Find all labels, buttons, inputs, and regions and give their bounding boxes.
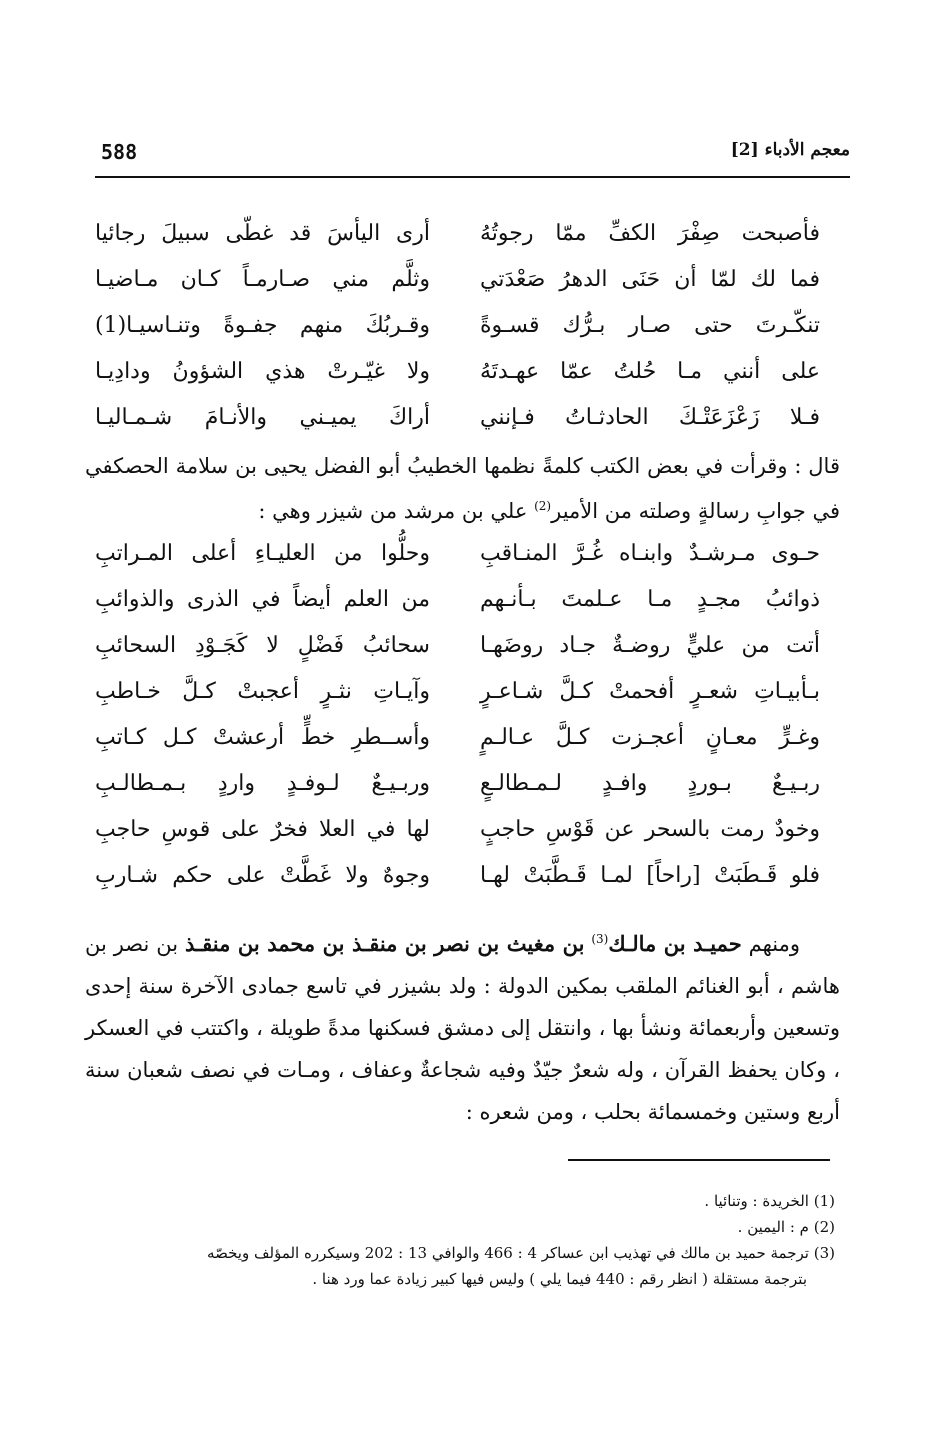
footnote-marker: (2)	[534, 499, 552, 513]
verse-second-hemistich: سحائبُ فَضْلٍ لا كَجَـوْدِ السحائبِ	[95, 632, 430, 658]
running-title: معجم الأدباء [2]	[730, 140, 850, 160]
verse-line	[95, 760, 820, 806]
verse-line	[95, 348, 820, 394]
footnote-text: الخريدة : وتنائيا .	[704, 1192, 809, 1210]
biography-text: بن نصر بن هاشم ، أبو الغنائم الملقب بمكين الدولة : ولد بشيزر في تاسع جمادى الآخرة سنة إحدى وتسعين وأربعمائة ونشأ بها ، وانتقل إلى دمشق فسكنها مدةً طويلة ، واكتتب في العسكر ، وكان يحفظ القرآن ، وله شعرٌ جيّدٌ وفيه شجاعةٌ وعفاف ، ومـات في نصف شعبان سنة أربع وستين وخمسمائة بحلب ، ومن شعره :	[85, 932, 840, 1124]
verse-second-hemistich: ولا غيّـرتْ هذي الشؤونُ ودادِيـا	[95, 358, 430, 384]
verse-line	[95, 530, 820, 576]
prose-line: قال : وقرأت في بعض الكتب كلمةً نظمها الخطيبُ أبو الفضل يحيى بن سلامة	[175, 454, 840, 478]
biography-lineage: بن مغيث بن نصر بن منقـذ بن محمد بن منقـذ	[184, 931, 585, 956]
footnote-number: (3)	[813, 1244, 835, 1262]
verse-first-hemistich: فأصبحت صِفْرَ الكفِّ ممّا رجوتُهُ	[480, 220, 820, 246]
verse-second-hemistich: وثلَّم مني صـارمـاً كـان مـاضيـا	[95, 266, 430, 292]
page-header	[95, 138, 850, 178]
verse-first-hemistich: وغـرٍّ معـانٍ أعجـزت كـلَّ عـالـمٍ	[480, 724, 820, 750]
footnote-marker: (3)	[591, 932, 609, 946]
verse-line	[95, 668, 820, 714]
prose-line-start: الحصكفي في جوابِ رسالةٍ وصلته من الأمير	[85, 454, 840, 523]
footnote-rule	[568, 1159, 830, 1161]
verse-line	[95, 714, 820, 760]
prose-line-end: علي بن مرشد من شيزر وهي :	[258, 499, 535, 523]
verse-first-hemistich: فـلا زَعْزَعَتْـكَ الحادثـاتُ فـإنني	[480, 404, 820, 430]
verse-line	[95, 806, 820, 852]
verse-second-hemistich: وأســطرِ خطٍّ أرعشتْ كـل كـاتبِ	[95, 724, 430, 750]
footnote-number: (2)	[813, 1218, 835, 1236]
verse-second-hemistich: من العلم أيضاً في الذرى والذوائبِ	[95, 586, 430, 612]
prose-paragraph-2	[85, 918, 840, 1133]
header-rule	[95, 176, 850, 178]
verse-second-hemistich: وربـيـعٌ لـوفـدٍ واردٍ بـمـطالـبِ	[95, 770, 430, 796]
verse-second-hemistich: وقـربُكَ منهم جفـوةً وتنـاسيـا(1)	[95, 312, 430, 338]
verse-first-hemistich: ذوائبُ مجـدٍ مـا عـلمتَ بـأنـهم	[480, 586, 820, 612]
poem-block-1	[95, 210, 820, 440]
biography-name: حميـد بن مالـك	[608, 931, 742, 956]
poem-block-2	[95, 530, 820, 898]
prose-paragraph-1	[85, 446, 840, 531]
page-number: 588	[101, 140, 138, 164]
verse-line	[95, 622, 820, 668]
verse-first-hemistich: على أنني مـا حُلتُ عمّا عهـدتَهُ	[480, 358, 820, 384]
footnotes	[95, 1188, 835, 1292]
verse-line	[95, 210, 820, 256]
footnote	[95, 1214, 835, 1240]
verse-second-hemistich: لها في العلا فخرٌ على قوسِ حاجبِ	[95, 816, 430, 842]
footnote	[95, 1188, 835, 1214]
prose-intro: ومنهم	[748, 932, 801, 956]
footnote	[95, 1240, 835, 1266]
verse-second-hemistich: وجوهٌ ولا غَطَّتْ على حكم شـاربِ	[95, 862, 430, 888]
verse-first-hemistich: فلو قَـطَبَتْ [راحاً] لمـا قَـطَّبَتْ لهـا	[480, 862, 820, 888]
footnote-number: (1)	[813, 1192, 835, 1210]
verse-second-hemistich: وآيـاتِ نثـرٍ أعجبتْ كـلَّ خـاطبِ	[95, 678, 430, 704]
footnote-continuation: بترجمة مستقلة ( انظر رقم : 440 فيما يلي ) وليس فيها كبير زيادة عما ورد هنا .	[312, 1270, 807, 1288]
footnote-text: م : اليمين .	[737, 1218, 809, 1236]
verse-line	[95, 302, 820, 348]
verse-second-hemistich: أراكَ يميـني والأنـامَ شـمـاليـا	[95, 404, 430, 430]
verse-first-hemistich: حـوى مـرشـدٌ وابنـاه غُـرَّ المنـاقبِ	[480, 540, 820, 566]
footnote-text: ترجمة حميد بن مالك في تهذيب ابن عساكر 4 : 466 والوافي 13 : 202 وسيكرره المؤلف ويخصّه	[207, 1244, 809, 1262]
verse-second-hemistich: أرى اليأسَ قد غطّى سبيلَ رجائيا	[95, 220, 430, 246]
verse-second-hemistich: وحلُّوا من العليـاءِ أعلى المـراتبِ	[95, 540, 430, 566]
verse-first-hemistich: تنكّـرتَ حتى صـار بـرُّك قسـوةً	[480, 312, 820, 338]
verse-first-hemistich: فما لك لمّا أن حَنَى الدهرُ صَعْدَتي	[480, 266, 820, 292]
verse-first-hemistich: وخودٌ رمت بالسحر عن قَوْسِ حاجبٍ	[480, 816, 820, 842]
verse-first-hemistich: أتت من عليٍّ روضـةٌ جـاد روضَهـا	[480, 632, 820, 658]
verse-line	[95, 394, 820, 440]
verse-line	[95, 852, 820, 898]
verse-line	[95, 576, 820, 622]
verse-first-hemistich: بـأبيـاتِ شعـرٍ أفحمتْ كـلَّ شـاعـرٍ	[480, 678, 820, 704]
verse-line	[95, 256, 820, 302]
verse-first-hemistich: ربـيـعٌ بـوردٍ وافـدٍ لـمـطالـعٍ	[480, 770, 820, 796]
